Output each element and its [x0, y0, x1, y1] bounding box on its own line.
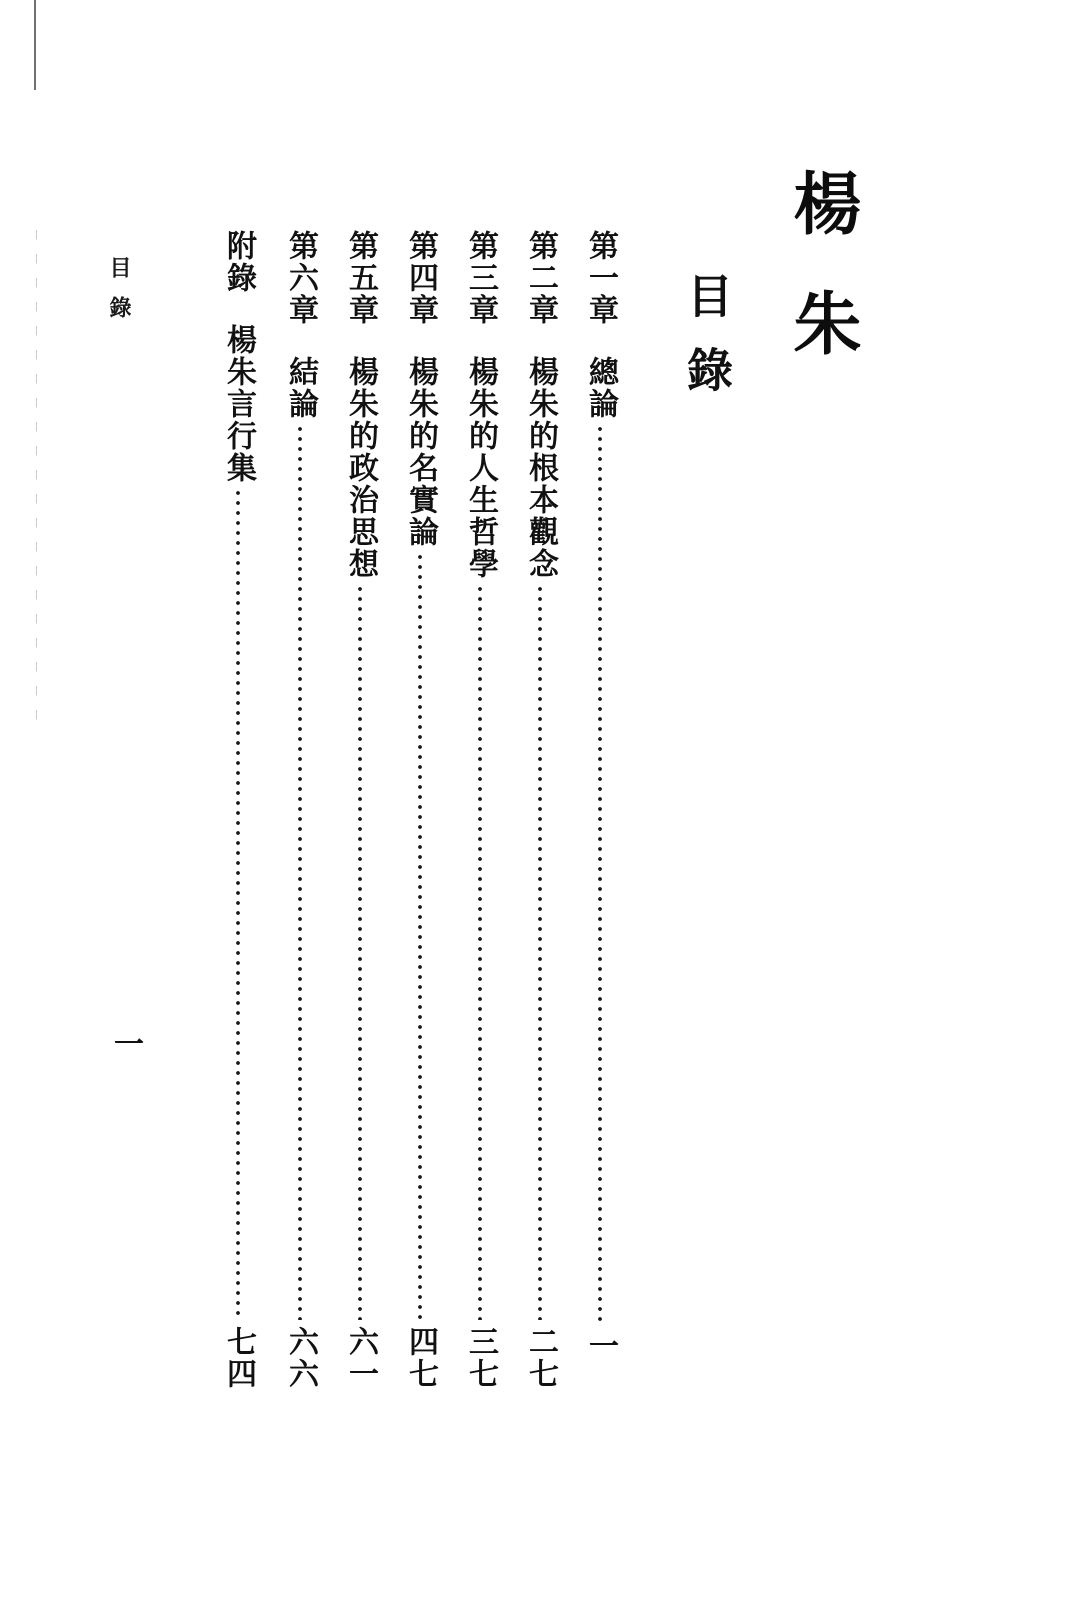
- toc-dot-leader: [477, 584, 483, 1320]
- toc-page-number: 二七: [523, 1326, 558, 1390]
- toc-page-number: 四七: [403, 1326, 438, 1390]
- toc-chapter-label: 第三章: [463, 230, 498, 326]
- toc-page-number: 六六: [283, 1326, 318, 1390]
- toc-chapter-title: 楊朱的根本觀念: [523, 356, 558, 580]
- toc-chapter-label: 第一章: [583, 230, 618, 326]
- toc-chapter-label: 第六章: [283, 230, 318, 326]
- toc-entry-2[interactable]: [520, 230, 560, 1390]
- toc-entry-5[interactable]: [340, 230, 380, 1390]
- toc-dot-leader: [537, 584, 543, 1320]
- toc-chapter-title: 楊朱的人生哲學: [463, 356, 498, 580]
- toc-heading: 目錄: [680, 272, 734, 420]
- page-number: 一: [108, 1028, 143, 1058]
- toc-dot-leader: [297, 424, 303, 1320]
- toc-page-number: 一: [583, 1330, 618, 1362]
- toc-page-number: 六一: [343, 1326, 378, 1390]
- toc-page-number: 三七: [463, 1326, 498, 1390]
- toc-dot-leader: [597, 424, 603, 1324]
- toc-entry-appendix[interactable]: [218, 230, 258, 1390]
- book-title: 楊朱: [782, 168, 862, 408]
- toc-dot-leader: [235, 488, 241, 1320]
- toc-dot-leader: [417, 552, 423, 1320]
- toc-chapter-title: 楊朱的名實論: [403, 356, 438, 548]
- toc-chapter-title: 楊朱言行集: [221, 324, 256, 484]
- toc-chapter-label: 第二章: [523, 230, 558, 326]
- toc-entry-1[interactable]: [580, 230, 620, 1390]
- toc-chapter-title: 楊朱的政治思想: [343, 356, 378, 580]
- toc-entry-4[interactable]: [400, 230, 440, 1390]
- toc-chapter-label: 第五章: [343, 230, 378, 326]
- toc-entry-6[interactable]: [280, 230, 320, 1390]
- toc-entry-3[interactable]: [460, 230, 500, 1390]
- toc-chapter-label: 第四章: [403, 230, 438, 326]
- toc-chapter-title: 總論: [583, 356, 618, 420]
- toc-chapter-title: 結論: [283, 356, 318, 420]
- toc-dot-leader: [357, 584, 363, 1320]
- toc-chapter-label: 附錄: [221, 230, 256, 294]
- running-head: 目錄: [106, 256, 132, 336]
- toc-page-number: 七四: [221, 1326, 256, 1390]
